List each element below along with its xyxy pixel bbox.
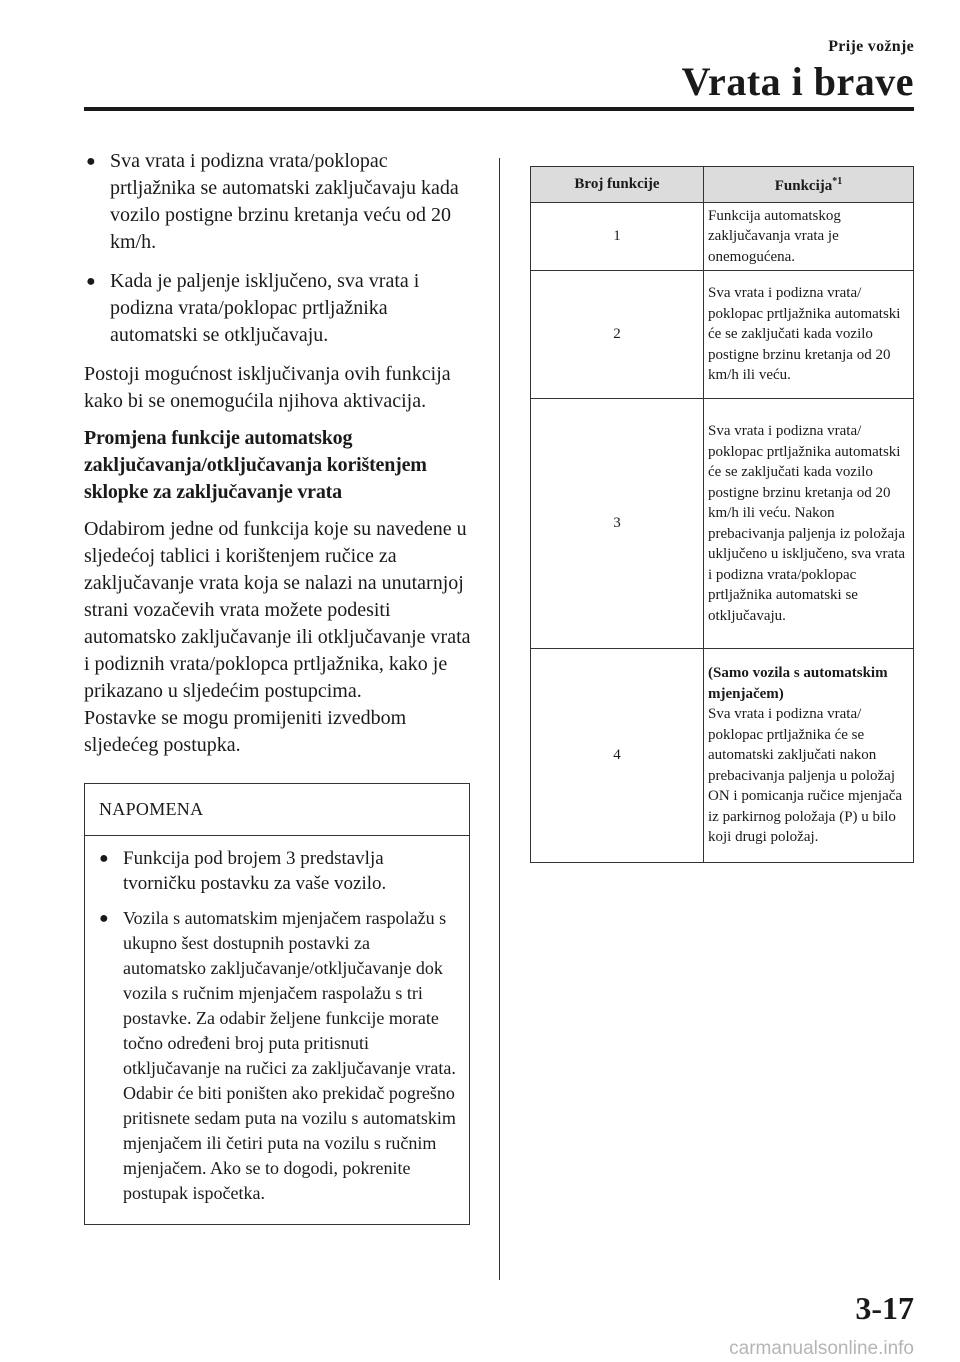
note-item: ● Vozila s automatskim mjenjačem raspolažu s ukupno šest dostupnih postavki za automatsko zaključavanje/otključavanje dok vozila s ručnim mjenjačem raspolažu s tri postavke. Za odabir željene funkcije morate točno određeni broj puta pritisnuti otključavanje na ručici za zaključavanje vrata. Odabir će biti poništen ako prekidač pogrešno pritisnete sedam puta na vozilu s automatskim mjenjačem ili četiri puta na vozilu s ručnim mjenjačem. Ako se to dogodi, pokrenite postupak ispočetka. [99, 908, 456, 1203]
function-qualifier: (Samo vozila s automatskim mjenjačem) [708, 665, 888, 702]
footnote-marker: *1 [832, 176, 843, 187]
column-header-function: Funkcija$^{*1}$ [704, 167, 914, 203]
bullet-icon: ● [99, 850, 109, 867]
table-header-row [531, 167, 914, 203]
section-heading: Promjena funkcije automatskog zaključavanja/otključavanja korištenjem sklopke za zaključavanje vrata [84, 427, 427, 503]
table-row [531, 271, 914, 399]
note-box [84, 783, 470, 1225]
function-number: 3 [531, 399, 704, 649]
page-title: Vrata i brave [681, 59, 914, 104]
bullet-item: ● Sva vrata i podizna vrata/poklopac prtljažnika se automatski zaključavaju kada vozilo postigne brzinu kretanja veću od 20 km/h. [86, 150, 459, 253]
bullet-icon: ● [86, 153, 96, 170]
function-number: 2 [531, 271, 704, 399]
function-table [530, 166, 914, 863]
bullet-item: ● Kada je paljenje isključeno, sva vrata i podizna vrata/poklopac prtljažnika automatski se otključavaju. [86, 270, 420, 346]
function-description: Funkcija automatskog zaključavanja vrata je onemogućena. [704, 202, 914, 271]
bullet-icon: ● [99, 910, 109, 927]
body-paragraph-2: Postavke se mogu promijeniti izvedbom sljedećeg postupka. [84, 707, 407, 756]
watermark: carmanualsonline.info [729, 1338, 914, 1359]
note-item: ● Funkcija pod brojem 3 predstavlja tvorničku postavku za vaše vozilo. [99, 848, 387, 894]
section-label: Prije vožnje [828, 38, 914, 55]
function-description: Sva vrata i podizna vrata/ poklopac prtljažnika automatski će se zaključati kada vozilo postigne brzinu kretanja od 20 km/h ili veću. [704, 271, 914, 399]
function-description: Sva vrata i podizna vrata/ poklopac prtljažnika automatski će se zaključati kada vozilo postigne brzinu kretanja od 20 km/h ili veću. Nakon prebacivanja paljenja iz položaja uključeno u isključeno, sva vrata i podizna vrata/poklopac prtljažnika automatski se otključavaju. [704, 399, 914, 649]
table-row [531, 399, 914, 649]
note-title: NAPOMENA [85, 784, 469, 836]
function-number: 4 [531, 649, 704, 863]
bullet-icon: ● [86, 273, 96, 290]
body-paragraph: Odabirom jedne od funkcija koje su navedene u sljedećoj tablici i korištenjem ručice za zaključavanje vrata koja se nalazi na unutarnjoj strani vozačevih vrata možete podesiti automatsko zaključavanje ili otključavanje vrata i podiznih vrata/poklopca prtljažnika, kako je prikazano u sljedećim postupcima. [84, 518, 471, 702]
intro-paragraph: Postoji mogućnost isključivanja ovih funkcija kako bi se onemogućila njihova aktivacija. [84, 363, 451, 412]
left-column [84, 148, 472, 1225]
table-row [531, 202, 914, 271]
header-rule [84, 107, 914, 111]
column-divider [499, 158, 500, 1280]
column-header-number: Broj funkcije [531, 167, 704, 203]
page-number: 3-17 [855, 1290, 914, 1326]
function-description: (Samo vozila s automatskim mjenjačem) Sva vrata i podizna vrata/ poklopac prtljažnika će se automatski zaključati nakon prebacivanja paljenja u položaj ON i pomicanja ručice mjenjača iz parkirnog položaja (P) u bilo koji drugi položaj. [704, 649, 914, 863]
table-row [531, 649, 914, 863]
function-number: 1 [531, 202, 704, 271]
